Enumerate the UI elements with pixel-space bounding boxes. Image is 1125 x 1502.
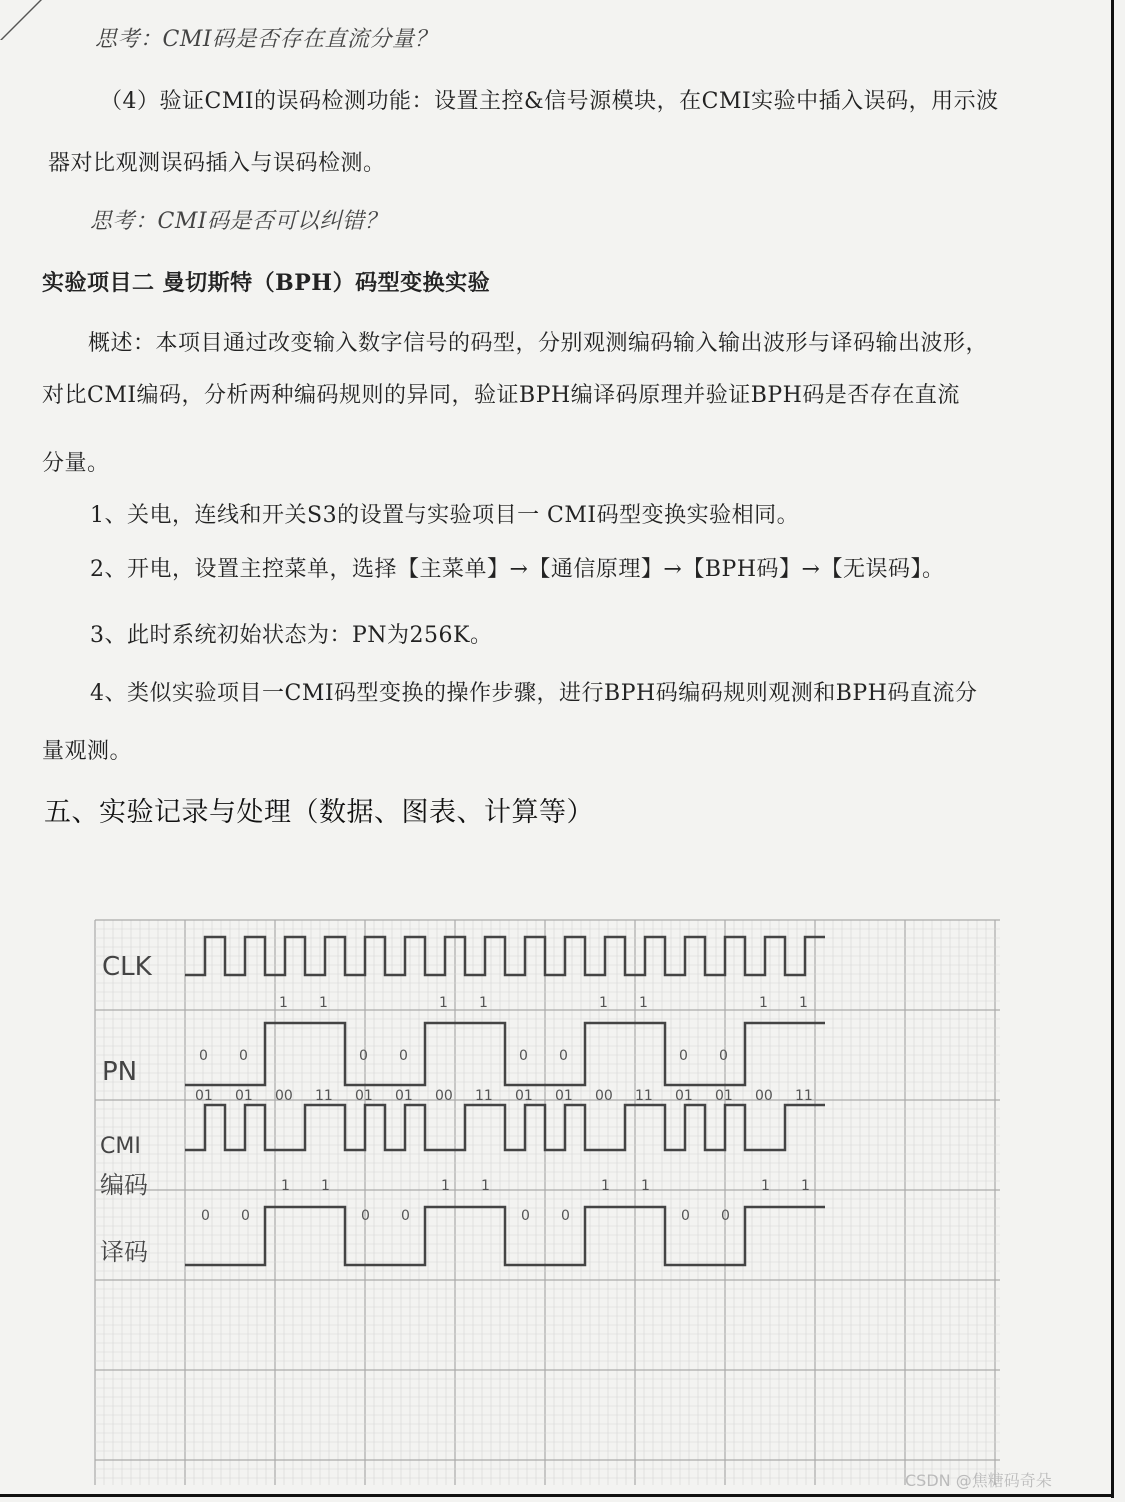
pn-bit-mark: 0 — [199, 1048, 208, 1064]
pn-bit-mark: 1 — [599, 995, 608, 1011]
cmi-pair-mark: 01 — [395, 1088, 413, 1104]
step-4-text-cont: 器对比观测误码插入与误码检测。 — [48, 151, 386, 176]
step-4-text: （4）验证CMI的误码检测功能：设置主控&信号源模块，在CMI实验中插入误码，用示波 — [100, 89, 999, 114]
cmi-pair-mark: 01 — [715, 1088, 733, 1104]
pn-bit-mark: 0 — [559, 1048, 568, 1064]
page-corner-fold — [0, 0, 42, 40]
decode-bit-mark: 0 — [201, 1208, 210, 1224]
pn-bit-mark: 1 — [479, 995, 488, 1011]
label-cmi: CMI — [100, 1134, 141, 1159]
decode-bit-mark: 1 — [441, 1178, 450, 1194]
decode-bit-mark: 0 — [561, 1208, 570, 1224]
cmi-pair-mark: 01 — [555, 1088, 573, 1104]
cmi-pair-mark: 11 — [635, 1088, 653, 1104]
cmi-pair-mark: 11 — [315, 1088, 333, 1104]
pn-bit-mark: 1 — [799, 995, 808, 1011]
decode-bit-mark: 1 — [801, 1178, 810, 1194]
think-question-2: 思考：CMI码是否可以纠错？ — [90, 209, 388, 234]
label-decode: 译码 — [100, 1238, 148, 1266]
step-4: 4、类似实验项目一CMI码型变换的操作步骤，进行BPH码编码规则观测和BPH码直流分 — [90, 681, 978, 706]
decode-bit-mark: 1 — [481, 1178, 490, 1194]
label-cmi-encode: 编码 — [100, 1171, 148, 1199]
pn-bit-mark: 0 — [359, 1048, 368, 1064]
decode-bit-mark: 0 — [241, 1208, 250, 1224]
label-clk: CLK — [102, 952, 152, 982]
decode-bit-mark: 1 — [601, 1178, 610, 1194]
step-1: 1、关电，连线和开关S3的设置与实验项目一 CMI码型变换实验相同。 — [90, 503, 800, 528]
section-5-heading: 五、实验记录与处理（数据、图表、计算等） — [44, 797, 594, 828]
decode-bit-mark: 1 — [321, 1178, 330, 1194]
decode-bit-mark: 0 — [721, 1208, 730, 1224]
page-border-right — [1111, 0, 1114, 1498]
step-3: 3、此时系统初始状态为：PN为256K。 — [90, 623, 493, 648]
pn-bit-mark: 0 — [399, 1048, 408, 1064]
overview-text-cont: 对比CMI编码，分析两种编码规则的异同，验证BPH编译码原理并验证BPH码是否存在直流 — [42, 383, 960, 408]
decode-bit-mark: 0 — [521, 1208, 530, 1224]
waveform-grid-paper — [90, 915, 1005, 1490]
step-2: 2、开电，设置主控菜单，选择【主菜单】→【通信原理】→【BPH码】→【无误码】。 — [90, 557, 945, 582]
pn-bit-mark: 0 — [719, 1048, 728, 1064]
decode-bit-mark: 0 — [681, 1208, 690, 1224]
pn-waveform — [185, 1023, 825, 1085]
think-question-1: 思考：CMI码是否存在直流分量？ — [95, 27, 438, 52]
pn-bit-mark: 1 — [279, 995, 288, 1011]
overview-text-end: 分量。 — [42, 451, 110, 476]
cmi-pair-mark: 00 — [435, 1088, 453, 1104]
project-2-title: 实验项目二 曼切斯特（BPH）码型变换实验 — [42, 270, 491, 296]
pn-bit-mark: 1 — [759, 995, 768, 1011]
pn-bit-mark: 1 — [439, 995, 448, 1011]
pn-bit-mark: 0 — [679, 1048, 688, 1064]
pn-bit-mark: 1 — [319, 995, 328, 1011]
decode-bit-mark: 1 — [281, 1178, 290, 1194]
cmi-pair-mark: 11 — [475, 1088, 493, 1104]
cmi-pair-mark: 00 — [275, 1088, 293, 1104]
cmi-pair-mark: 01 — [355, 1088, 373, 1104]
cmi-pair-mark: 00 — [595, 1088, 613, 1104]
label-pn: PN — [102, 1057, 138, 1087]
pn-bit-mark: 0 — [519, 1048, 528, 1064]
step-4-cont: 量观测。 — [42, 739, 133, 764]
watermark: CSDN @焦糖码奇朵 — [905, 1471, 1052, 1490]
pn-bit-mark: 0 — [239, 1048, 248, 1064]
pn-bit-mark: 1 — [639, 995, 648, 1011]
cmi-pair-mark: 01 — [235, 1088, 253, 1104]
cmi-pair-mark: 00 — [755, 1088, 773, 1104]
decode-bit-mark: 0 — [361, 1208, 370, 1224]
decode-bit-mark: 1 — [761, 1178, 770, 1194]
cmi-pair-mark: 01 — [515, 1088, 533, 1104]
decode-bit-mark: 0 — [401, 1208, 410, 1224]
decode-bit-mark: 1 — [641, 1178, 650, 1194]
page-border-bottom — [0, 1494, 1114, 1497]
cmi-pair-mark: 11 — [795, 1088, 813, 1104]
overview-text: 概述：本项目通过改变输入数字信号的码型，分别观测编码输入输出波形与译码输出波形， — [88, 331, 989, 356]
cmi-waveform — [185, 1105, 825, 1150]
cmi-pair-mark: 01 — [675, 1088, 693, 1104]
cmi-pair-mark: 01 — [195, 1088, 213, 1104]
